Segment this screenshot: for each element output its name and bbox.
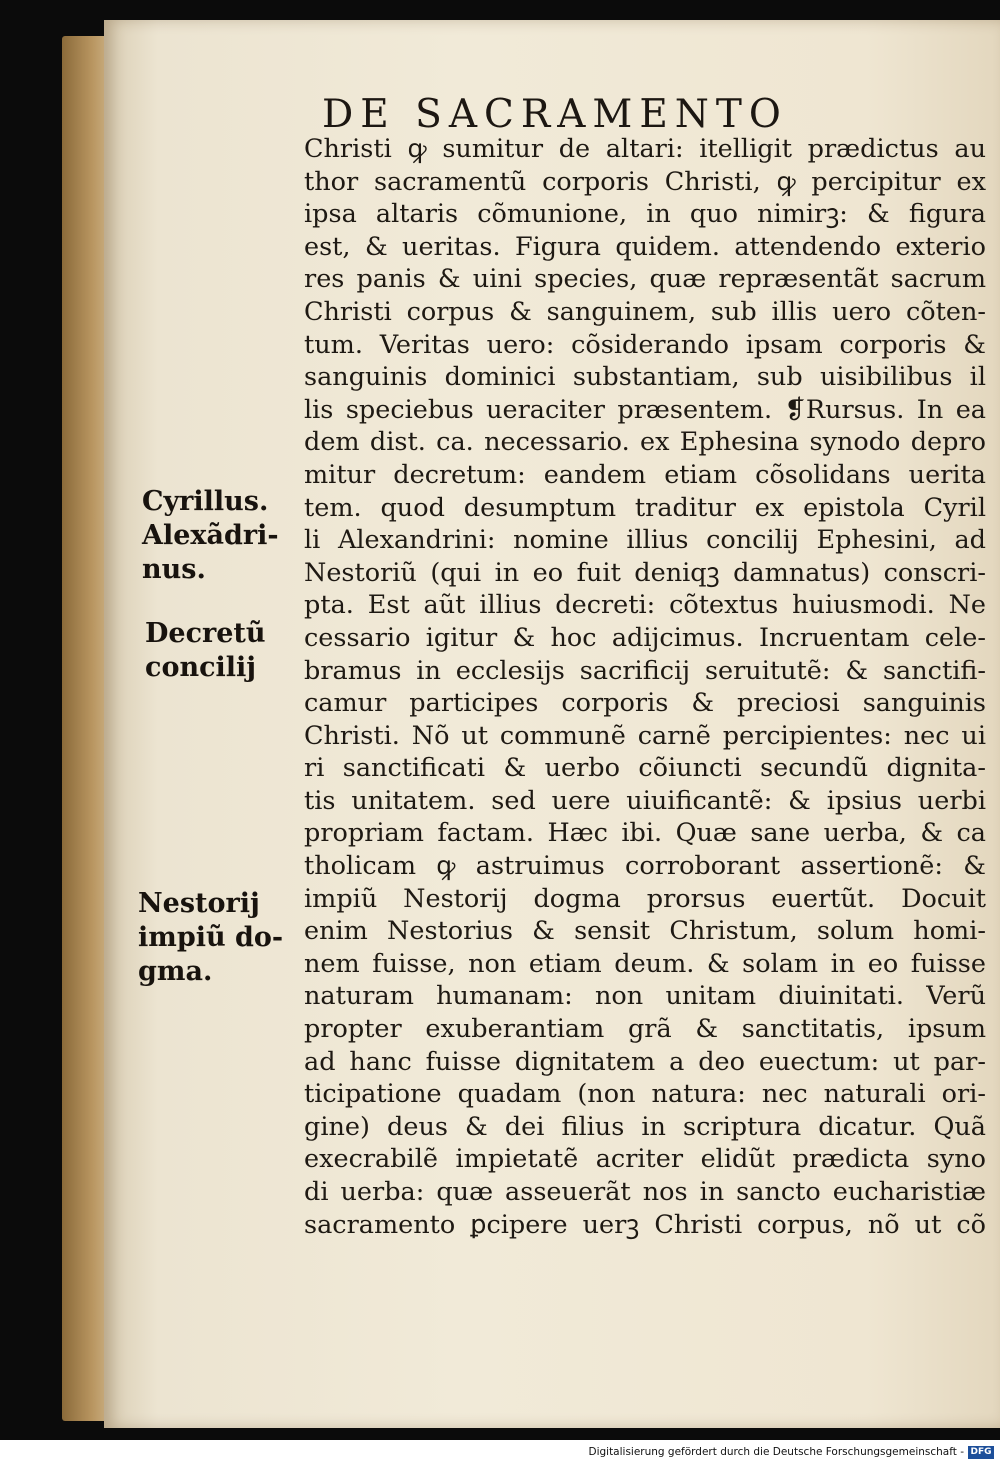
text-line: ad hanc fuisse dignitatem a deo euectum: ut par-: [304, 1046, 986, 1077]
text-line: camur participes corporis & preciosi sanguinis: [304, 688, 986, 719]
text-line: dem dist. ca. necessario. ex Ephesina synodo depro: [304, 427, 986, 458]
text-line: di uerba: quæ asseuerãt nos in sancto eucharistiæ: [304, 1177, 986, 1207]
text-line: impiũ Nestorij dogma prorsus euertũt. Docuit: [304, 883, 986, 914]
text-line: ticipatione quadam (non natura: nec naturali ori-: [304, 1079, 986, 1110]
text-line: Christi corpus & sanguinem, sub illis uero cõten-: [304, 296, 986, 327]
text-line: tholicam ꝙ astruimus corroborant assertionẽ: &: [304, 851, 986, 882]
text-line: tem. quod desumptum traditur ex epistola Cyril: [304, 492, 986, 523]
text-line: thor sacramentũ corporis Christi, ꝙ percipitur ex: [304, 166, 986, 197]
text-line: ipsa altaris cõmunione, in quo nimirꝫ: & figura: [304, 199, 986, 230]
text-line: est, & ueritas. Figura quidem. attendendo exterio: [304, 231, 986, 262]
dfg-logo-icon: DFG: [968, 1446, 994, 1459]
text-line: sacramento ꝑcipere uerꝫ Christi corpus, nõ ut cõ: [304, 1209, 986, 1240]
margin-note-line: Alexãdri-: [142, 520, 279, 551]
margin-note-line: nus.: [142, 554, 206, 585]
text-line: li Alexandrini: nomine illius concilij Ephesini, ad: [304, 525, 986, 556]
text-line: gine) deus & dei filius in scriptura dicatur. Quã: [304, 1111, 986, 1142]
text-line: Christi. Nõ ut communẽ carnẽ percipientes: nec ui: [304, 720, 986, 751]
margin-note-line: impiũ do-: [138, 922, 284, 953]
text-line: bramus in ecclesijs sacrificij seruitutẽ: & sanctifi-: [304, 655, 986, 686]
margin-note-decretum: [145, 617, 266, 685]
text-line: lis speciebus ueraciter præsentem. ❡Rursus. In ea: [304, 394, 986, 425]
text-line: res panis & uini species, quæ repræsentãt sacrum: [304, 264, 986, 295]
margin-note-nestorius: [138, 887, 283, 989]
text-line: tum. Veritas uero: cõsiderando ipsam corporis &: [304, 329, 986, 360]
text-line: tis unitatem. sed uere uiuificantẽ: & ipsius uerbi: [304, 785, 986, 816]
text-line: mitur decretum: eandem etiam cõsolidans uerita: [304, 459, 986, 490]
text-line: nem fuisse, non etiam deum. & solam in eo fuisse: [304, 948, 986, 979]
margin-note-line: gma.: [138, 956, 213, 987]
text-line: Christi ꝙ sumitur de altari: itelligit prædictus au: [304, 134, 986, 164]
text-line: cessario igitur & hoc adijcimus. Incruentam cele-: [304, 622, 986, 653]
text-line: ri sanctificati & uerbo cõiuncti secundũ dignita-: [304, 753, 986, 784]
text-line: propter exuberantiam grã & sanctitatis, ipsum: [304, 1014, 986, 1045]
text-line: propriam factam. Hæc ibi. Quæ sane uerba, & ca: [304, 818, 986, 849]
text-line: enim Nestorius & sensit Christum, solum homi-: [304, 916, 986, 947]
margin-note-line: concilij: [145, 652, 257, 683]
running-head: DE SACRAMENTO: [322, 92, 788, 137]
body-text: [304, 133, 986, 1241]
text-line: naturam humanam: non unitam diuinitati. Verũ: [304, 981, 986, 1012]
text-line: sanguinis dominici substantiam, sub uisibilibus il: [304, 362, 986, 393]
funding-credit: Digitalisierung gefördert durch die Deutsche Forschungsgemeinschaft -: [588, 1446, 964, 1458]
text-line: execrabilẽ impietatẽ acriter elidũt prædicta syno: [304, 1144, 986, 1175]
margin-note-line: Cyrillus.: [142, 486, 269, 517]
margin-note-cyrillus: [142, 485, 279, 587]
text-line: Nestoriũ (qui in eo fuit deniqꝫ damnatus) conscri-: [304, 557, 986, 588]
margin-note-line: Decretũ: [145, 618, 266, 649]
text-line: pta. Est aũt illius decreti: cõtextus huiusmodi. Ne: [304, 590, 986, 621]
margin-note-line: Nestorij: [138, 888, 260, 919]
